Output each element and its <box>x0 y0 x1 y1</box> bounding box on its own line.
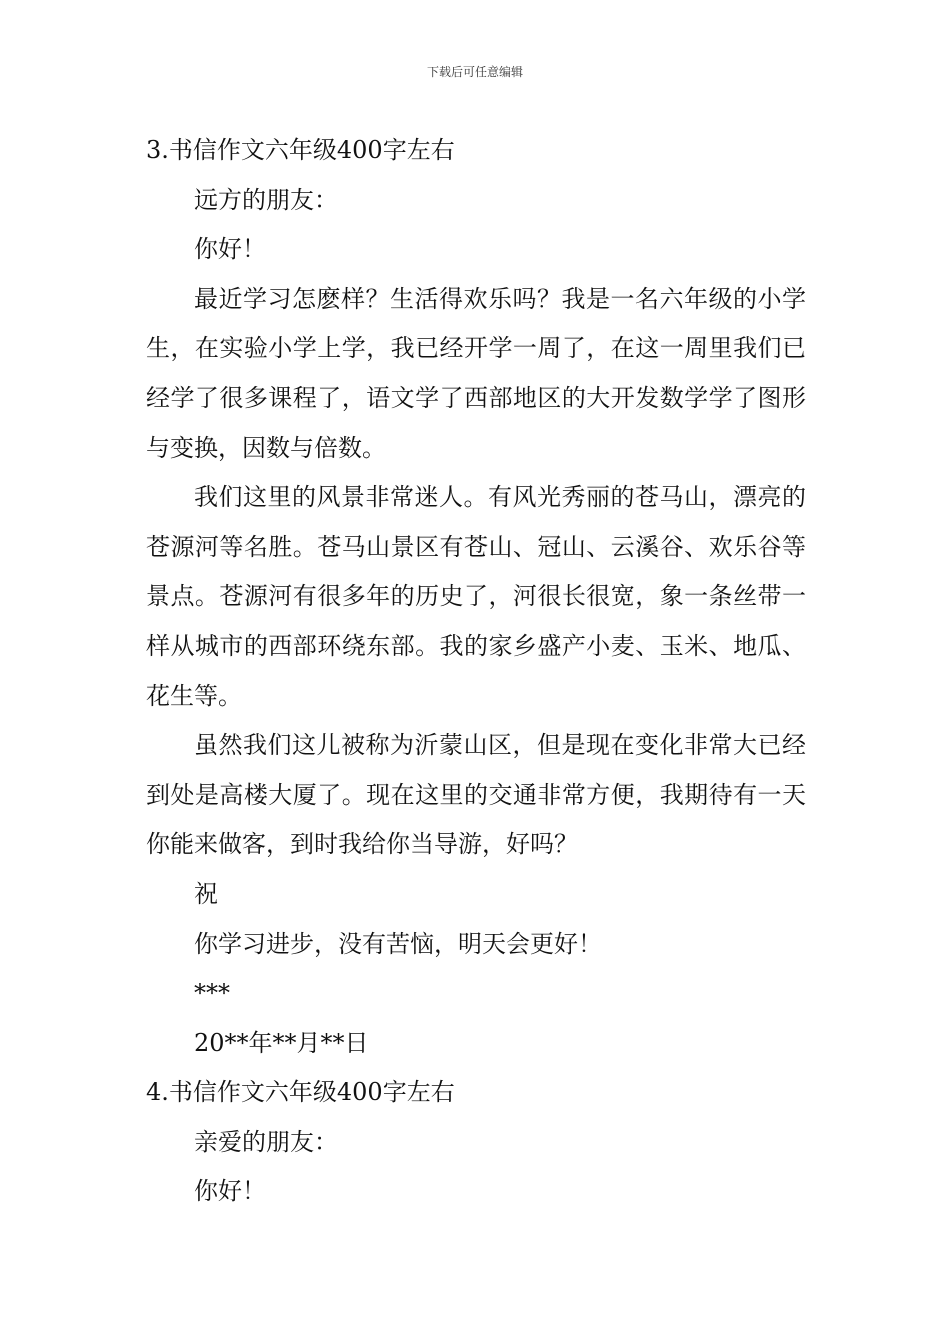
letter-2-salutation: 亲爱的朋友： <box>194 1127 338 1156</box>
letter-1-paragraph-1: 最近学习怎麽样？生活得欢乐吗？我是一名六年级的小学生，在实验小学上学，我已经开学一周了，在这一周里我们已经学了很多课程了，语文学了西部地区的大开发数学学了图形与变换，因数与倍数。 <box>146 284 806 462</box>
page-header-note: 下载后可任意编辑 <box>426 65 523 79</box>
letter-1-wish: 你学习进步，没有苦恼，明天会更好！ <box>194 929 602 958</box>
letter-1-paragraph-3: 虽然我们这儿被称为沂蒙山区，但是现在变化非常大已经到处是高楼大厦了。现在这里的交通非常方便，我期待有一天你能来做客，到时我给你当导游，好吗？ <box>146 731 806 859</box>
letter-2-greeting: 你好！ <box>194 1177 266 1206</box>
document-body <box>146 126 806 1217</box>
letter-1-closing: 祝 <box>194 879 218 908</box>
letter-1-paragraph-2: 我们这里的风景非常迷人。有风光秀丽的苍马山，漂亮的苍源河等名胜。苍马山景区有苍山、冠山、云溪谷、欢乐谷等景点。苍源河有很多年的历史了，河很长很宽，象一条丝带一样从城市的西部环绕东部。我的家乡盛产小麦、玉米、地瓜、花生等。 <box>146 483 806 710</box>
letter-1-greeting: 你好！ <box>194 235 266 264</box>
letter-2-title: 4.书信作文六年级400字左右 <box>146 1078 455 1107</box>
letter-1-salutation: 远方的朋友： <box>194 185 338 214</box>
letter-1-date: 20**年**月**日 <box>194 1028 369 1057</box>
letter-1-title: 3.书信作文六年级400字左右 <box>146 136 455 164</box>
letter-1-signature: *** <box>194 979 230 1008</box>
